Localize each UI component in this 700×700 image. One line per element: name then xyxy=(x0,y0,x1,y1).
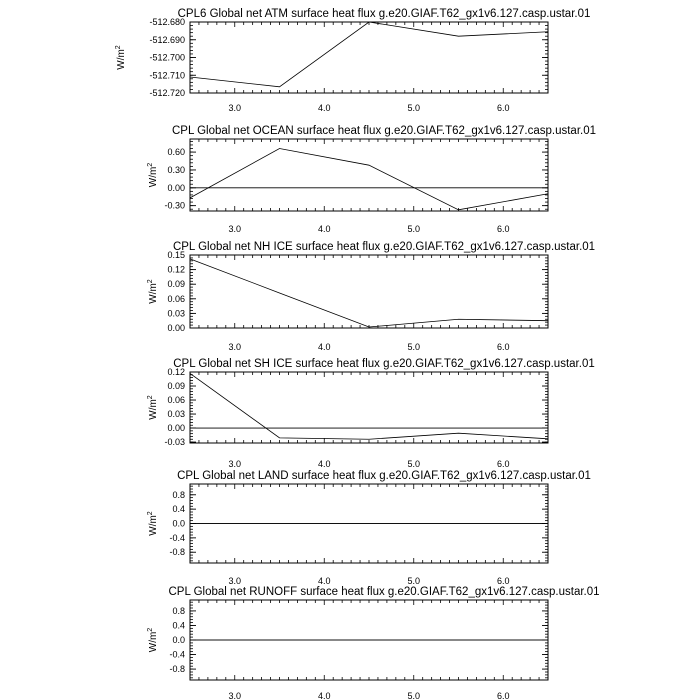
x-tick-label: 3.0 xyxy=(228,691,242,700)
y-tick-label: 0.30 xyxy=(167,164,185,175)
x-tick-label: 3.0 xyxy=(228,576,242,586)
x-tick-label: 5.0 xyxy=(407,342,421,352)
x-tick-label: 5.0 xyxy=(407,576,421,586)
y-tick-label: -0.8 xyxy=(169,664,185,675)
series-line xyxy=(190,373,548,439)
panel-title: CPL Global net LAND surface heat flux g.e20.GIAF.T62_gx1v6.127.casp.ustar.01 xyxy=(177,470,591,482)
x-tick-label: 4.0 xyxy=(317,576,331,586)
y-tick-label: -0.03 xyxy=(164,437,185,448)
panel-5 xyxy=(147,586,600,700)
x-tick-label: 4.0 xyxy=(317,342,331,352)
series-line xyxy=(190,259,548,327)
x-tick-label: 3.0 xyxy=(228,459,242,469)
panel-1 xyxy=(147,125,596,234)
x-tick-label: 6.0 xyxy=(496,103,510,113)
panel-title: CPL6 Global net ATM surface heat flux g.e20.GIAF.T62_gx1v6.127.casp.ustar.01 xyxy=(177,8,591,20)
x-tick-label: 5.0 xyxy=(407,103,421,113)
x-tick-label: 6.0 xyxy=(496,342,510,352)
panel-title: CPL Global net SH ICE surface heat flux g.e20.GIAF.T62_gx1v6.127.casp.ustar.01 xyxy=(173,358,595,370)
y-tick-label: 0.4 xyxy=(172,504,185,515)
y-tick-label: 0.4 xyxy=(172,620,185,631)
y-tick-label: 0.06 xyxy=(167,293,185,304)
panel-4 xyxy=(147,470,591,586)
y-tick-label: -512.700 xyxy=(149,52,185,63)
y-axis-label-superscript: 2 xyxy=(147,627,154,632)
x-tick-label: 6.0 xyxy=(496,691,510,700)
y-tick-label: 0.09 xyxy=(167,279,185,290)
y-axis-label-superscript: 2 xyxy=(115,45,122,50)
y-tick-label: 0.09 xyxy=(167,381,185,392)
panel-title: CPL Global net RUNOFF surface heat flux g.e20.GIAF.T62_gx1v6.127.casp.ustar.01 xyxy=(168,586,600,598)
y-axis-label: $W/m^2$ xyxy=(115,45,127,70)
y-tick-label: 0.8 xyxy=(172,605,185,616)
plot-frame xyxy=(190,255,548,328)
series-line xyxy=(190,149,548,210)
x-tick-label: 3.0 xyxy=(228,103,242,113)
y-axis-label: $W/m^2$ xyxy=(147,627,159,653)
y-tick-label: 0.00 xyxy=(167,323,185,333)
panel-0 xyxy=(115,8,590,113)
x-tick-label: 4.0 xyxy=(317,103,331,113)
x-tick-label: 3.0 xyxy=(228,342,242,352)
y-tick-label: 0.8 xyxy=(172,489,185,500)
plot-frame xyxy=(190,139,548,211)
x-tick-label: 3.0 xyxy=(228,224,242,234)
y-tick-label: 0.15 xyxy=(167,250,185,260)
x-tick-label: 5.0 xyxy=(407,691,421,700)
y-axis-label: $W/m^2$ xyxy=(147,279,159,304)
y-tick-label: 0.0 xyxy=(172,518,185,529)
panel-title: CPL Global net NH ICE surface heat flux g.e20.GIAF.T62_gx1v6.127.casp.ustar.01 xyxy=(172,241,596,253)
y-tick-label: 0.60 xyxy=(167,147,185,158)
panel-title: CPL Global net OCEAN surface heat flux g.e20.GIAF.T62_gx1v6.127.casp.ustar.01 xyxy=(171,125,597,137)
series-line xyxy=(190,22,548,87)
y-axis-label: $W/m^2$ xyxy=(147,395,159,420)
y-tick-label: -0.4 xyxy=(169,649,185,660)
y-tick-label: -512.690 xyxy=(149,34,185,45)
x-tick-label: 6.0 xyxy=(496,576,510,586)
y-tick-label: 0.12 xyxy=(167,264,185,275)
y-tick-label: 0.0 xyxy=(172,635,185,645)
y-tick-label: -0.4 xyxy=(169,532,185,543)
x-tick-label: 4.0 xyxy=(317,224,331,234)
y-axis-label-superscript: 2 xyxy=(147,162,154,167)
y-tick-label: 0.03 xyxy=(167,409,185,420)
x-tick-label: 6.0 xyxy=(496,224,510,234)
y-axis-label-superscript: 2 xyxy=(147,279,154,284)
y-tick-label: -0.8 xyxy=(169,547,185,558)
y-axis-label-superscript: 2 xyxy=(147,511,154,516)
plot-frame xyxy=(190,372,548,443)
y-axis-label: $W/m^2$ xyxy=(147,162,159,188)
y-tick-label: -512.680 xyxy=(149,17,185,27)
panel-3 xyxy=(147,358,595,469)
y-tick-label: 0.00 xyxy=(167,423,185,434)
y-tick-label: 0.00 xyxy=(167,182,185,193)
x-tick-label: 5.0 xyxy=(407,224,421,234)
y-axis-label-superscript: 2 xyxy=(147,395,154,400)
plot-frame xyxy=(190,22,548,93)
y-tick-label: 0.06 xyxy=(167,395,185,406)
y-axis-label: $W/m^2$ xyxy=(147,511,159,536)
x-tick-label: 5.0 xyxy=(407,459,421,469)
y-tick-label: 0.12 xyxy=(167,367,185,377)
x-tick-label: 6.0 xyxy=(496,459,510,469)
panel-2 xyxy=(147,241,595,352)
y-tick-label: -512.720 xyxy=(149,88,185,98)
y-tick-label: -0.30 xyxy=(164,200,185,211)
x-tick-label: 4.0 xyxy=(317,691,331,700)
x-tick-label: 4.0 xyxy=(317,459,331,469)
y-tick-label: -512.710 xyxy=(149,70,185,81)
y-tick-label: 0.03 xyxy=(167,308,185,319)
